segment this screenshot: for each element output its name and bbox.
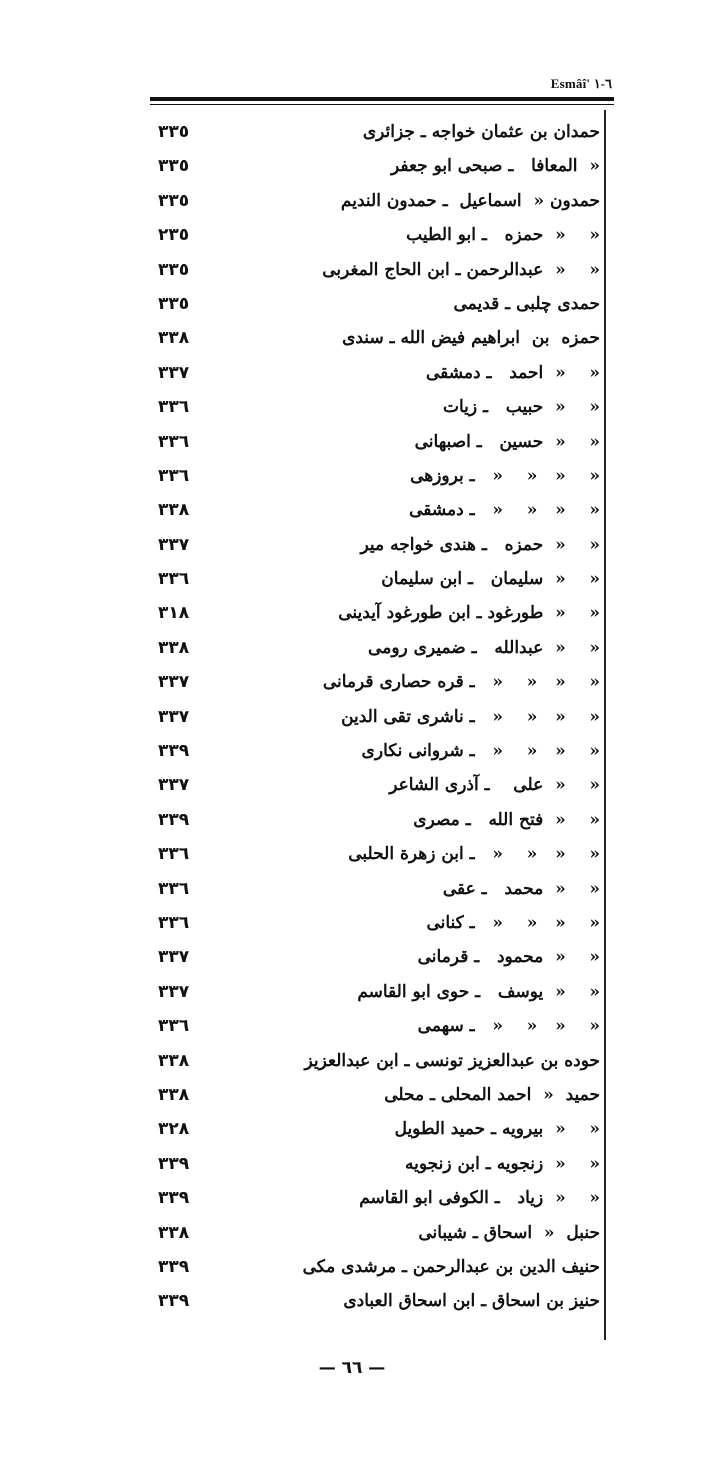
entry-page-number: ٣٣٥ — [158, 293, 190, 314]
index-entry — [150, 700, 600, 734]
index-entry — [150, 1112, 600, 1146]
index-entry — [150, 665, 600, 699]
index-entry — [150, 356, 600, 390]
index-entry — [150, 459, 600, 493]
index-entry — [150, 1147, 600, 1181]
entry-page-number: ٣٣٧ — [158, 775, 190, 796]
entry-page-number: ٣٣٧ — [158, 534, 190, 555]
entry-page-number: ٣٣٩ — [158, 1188, 190, 1209]
entry-name: « « عبدالله ـ ضميرى رومى — [368, 637, 600, 658]
index-entry — [150, 768, 600, 802]
index-entry — [150, 837, 600, 871]
index-entry — [150, 940, 600, 974]
index-entry — [150, 149, 600, 183]
entry-name: حنيز بن اسحاق ـ ابن اسحاق العبادى — [343, 1291, 600, 1312]
entry-name: « « فتح الله ـ مصرى — [413, 809, 600, 830]
index-entry — [150, 287, 600, 321]
index-entry — [150, 872, 600, 906]
entry-page-number: ٣٣٩ — [158, 1256, 190, 1277]
index-entry — [150, 253, 600, 287]
entry-page-number: ٣٣٩ — [158, 809, 190, 830]
entry-page-number: ٣٣٦ — [158, 465, 190, 486]
entry-page-number: ٣٣٩ — [158, 1291, 190, 1312]
index-entry — [150, 803, 600, 837]
entry-name: حوده بن عبدالعزيز تونسى ـ ابن عبدالعزيز — [304, 1050, 600, 1071]
index-entry — [150, 493, 600, 527]
entry-page-number: ٣٣٩ — [158, 741, 190, 762]
entry-name: « « « « ـ ناشرى تقى الدين — [341, 706, 600, 727]
entry-name: « « احمد ـ دمشقى — [425, 362, 600, 383]
index-entry — [150, 390, 600, 424]
entry-page-number: ٣٣٨ — [158, 328, 190, 349]
entry-page-number: ٣٣٨ — [158, 1222, 190, 1243]
entry-name: حنبل « اسحاق ـ شيبانى — [418, 1222, 600, 1243]
entry-name: « « زياد ـ الكوفى ابو القاسم — [359, 1188, 600, 1209]
index-entry — [150, 218, 600, 252]
entry-name: حمدى چلبى ـ قديمى — [453, 293, 600, 314]
index-entry — [150, 1044, 600, 1078]
entry-page-number: ٣٣٧ — [158, 362, 190, 383]
entry-name: « « بيرويه ـ حميد الطويل — [394, 1119, 600, 1140]
index-entry — [150, 1078, 600, 1112]
running-header-reference: Esmâî' ٦-١ — [550, 76, 612, 91]
entry-name: « « حمزه ـ هندى خواجه مير — [360, 534, 600, 555]
header-rule-thin — [150, 104, 614, 105]
entry-name: « « يوسف ـ حوى ابو القاسم — [357, 981, 600, 1002]
index-entry — [150, 975, 600, 1009]
entry-name: حمزه بن ابراهيم فيض الله ـ سندى — [342, 328, 600, 349]
entry-page-number: ٣٣٥ — [158, 259, 190, 280]
entry-name: حميد « احمد المحلى ـ محلى — [384, 1084, 600, 1105]
entry-page-number: ٣٣٧ — [158, 672, 190, 693]
column-rule — [604, 110, 606, 1340]
entry-page-number: ٣٣٦ — [158, 431, 190, 452]
index-entry — [150, 1009, 600, 1043]
index-entry — [150, 596, 600, 630]
entry-name: « « حبيب ـ زيات — [442, 397, 600, 418]
entry-page-number: ٣٣٥ — [158, 122, 190, 142]
entry-page-number: ٣٣٨ — [158, 1050, 190, 1071]
entry-name: « « « « ـ كنانى — [426, 912, 600, 933]
entry-page-number: ٣٣٥ — [158, 156, 190, 177]
entry-page-number: ٣٣٨ — [158, 1084, 190, 1105]
entry-page-number: ٣٣٦ — [158, 397, 190, 418]
index-entry — [150, 321, 600, 355]
entry-page-number: ٣٣٦ — [158, 844, 190, 865]
index-entry — [150, 631, 600, 665]
entry-name: « « على ـ آذرى الشاعر — [389, 775, 600, 796]
entry-name: « « عبدالرحمن ـ ابن الحاج المغربى — [322, 259, 600, 280]
entry-page-number: ٣١٨ — [158, 603, 190, 624]
index-entry — [150, 562, 600, 596]
entry-page-number: ٣٣٦ — [158, 912, 190, 933]
page-number: — ٦٦ — — [318, 1358, 386, 1378]
entry-name: « « « « ـ سهمى — [417, 1016, 600, 1037]
entry-page-number: ٣٣٦ — [158, 569, 190, 590]
index-entry — [150, 906, 600, 940]
index-entry — [150, 115, 600, 149]
index-entry — [150, 1181, 600, 1215]
index-entry — [150, 1250, 600, 1284]
entry-name: « « حسين ـ اصبهانى — [414, 431, 600, 452]
index-entry — [150, 1216, 600, 1250]
index-entry — [150, 184, 600, 218]
entry-name: « « محمد ـ عقى — [442, 878, 600, 899]
entry-name: حمدان بن عثمان خواجه ـ جزائرى — [362, 122, 600, 142]
entry-name: « « طورغود ـ ابن طورغود آيدينى — [338, 603, 600, 624]
entry-name: « « « « ـ دمشقى — [409, 500, 600, 521]
entry-page-number: ٣٣٨ — [158, 500, 190, 521]
entry-name: « « « « ـ بروزهى — [410, 465, 600, 486]
entry-name: « المعافا ـ صبحى ابو جعفر — [390, 156, 600, 177]
index-entry — [150, 734, 600, 768]
index-entry — [150, 1284, 600, 1318]
entry-page-number: ٣٢٨ — [158, 1119, 190, 1140]
index-entry-list — [150, 115, 600, 1319]
entry-name: « « « « ـ شروانى نكارى — [361, 741, 600, 762]
entry-name: « « زنجويه ـ ابن زنجويه — [405, 1153, 600, 1174]
index-entry — [150, 528, 600, 562]
entry-name: « « محمود ـ قرمانى — [417, 947, 600, 968]
entry-page-number: ٣٣٥ — [158, 190, 190, 211]
entry-name: حمدون « اسماعيل ـ حمدون النديم — [340, 190, 600, 211]
entry-page-number: ٣٣٦ — [158, 1016, 190, 1037]
entry-page-number: ٣٣٨ — [158, 637, 190, 658]
index-entry — [150, 425, 600, 459]
entry-name: « « سليمان ـ ابن سليمان — [381, 569, 600, 590]
entry-page-number: ٣٣٦ — [158, 878, 190, 899]
entry-name: « « حمزه ـ ابو الطيب — [406, 225, 600, 246]
entry-page-number: ٢٣٥ — [158, 225, 190, 246]
entry-name: « « « « ـ ابن زهرة الحلبى — [348, 844, 600, 865]
entry-name: « « « « ـ قره حصارى قرمانى — [322, 672, 600, 693]
entry-page-number: ٣٣٧ — [158, 706, 190, 727]
entry-page-number: ٣٣٩ — [158, 1153, 190, 1174]
entry-page-number: ٣٣٧ — [158, 981, 190, 1002]
entry-name: حنيف الدين بن عبدالرحمن ـ مرشدى مكى — [302, 1256, 600, 1277]
entry-page-number: ٣٣٧ — [158, 947, 190, 968]
header-rule-thick — [150, 97, 614, 101]
